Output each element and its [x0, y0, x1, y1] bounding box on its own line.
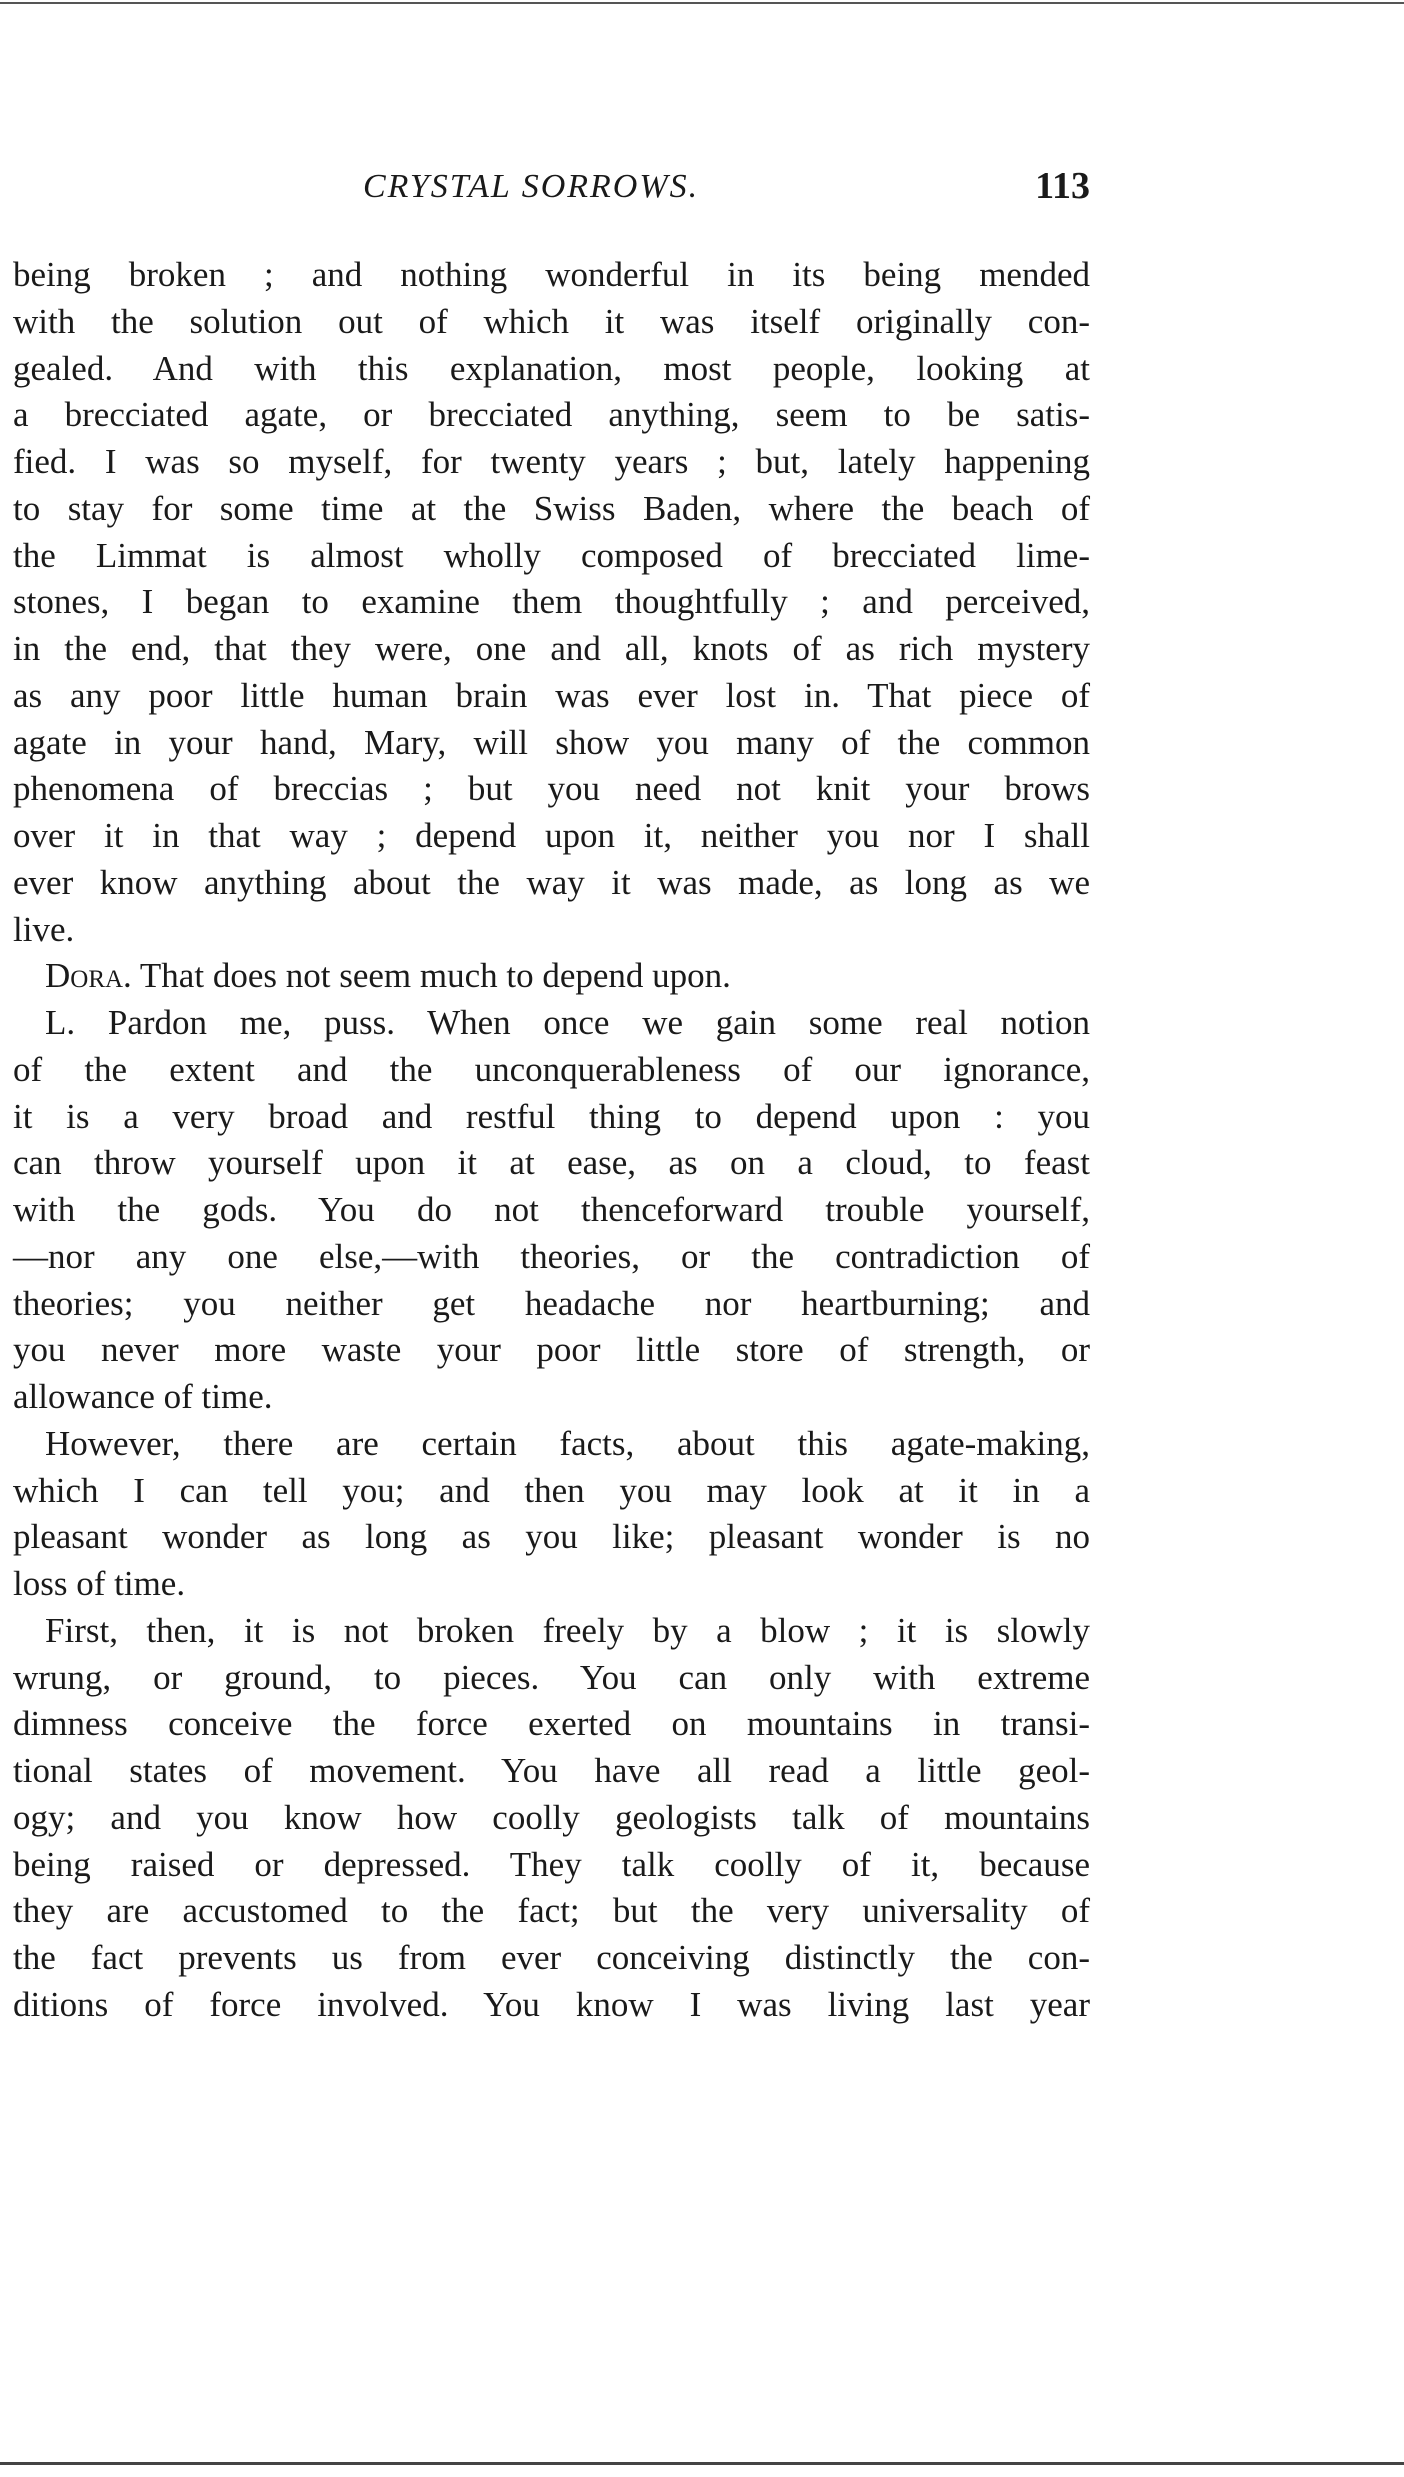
line-text: it is a very broad and restful thing to depend upon : you [13, 1096, 1090, 1136]
text-line [13, 1094, 1090, 1141]
text-line [13, 673, 1090, 720]
text-line [13, 1935, 1090, 1982]
text-line [13, 953, 1090, 1000]
line-text: live. [13, 909, 75, 949]
line-text: agate in your hand, Mary, will show you many of the common [13, 722, 1090, 762]
line-text: with the gods. You do not thenceforward trouble yourself, [13, 1190, 1090, 1229]
text-line [13, 1187, 1090, 1234]
line-text: which I can tell you; and then you may look at it in a [13, 1470, 1090, 1510]
text-line [13, 813, 1090, 860]
text-line [13, 1795, 1090, 1842]
text-line [13, 1888, 1090, 1935]
line-text: stones, I began to examine them thoughtfully ; and perceived, [13, 582, 1090, 622]
line-text: However, there are certain facts, about this agate-making, [45, 1423, 1090, 1463]
line-text: a brecciated agate, or brecciated anything, seem to be satis- [13, 395, 1090, 435]
text-line [13, 1982, 1090, 2029]
text-line [13, 486, 1090, 533]
text-line [13, 299, 1090, 346]
text-line [13, 1655, 1090, 1702]
line-text: —nor any one else,—with theories, or the contradiction of [13, 1236, 1090, 1276]
line-text: ever know anything about the way it was made, as long as we [13, 862, 1090, 902]
line-text: in the end, that they were, one and all, knots of as rich mystery [13, 629, 1090, 668]
line-text: tional states of movement. You have all read a little geol- [13, 1751, 1090, 1790]
text-line [13, 533, 1090, 580]
text-line [13, 252, 1090, 299]
text-line [13, 1842, 1090, 1889]
text-line [13, 392, 1090, 439]
line-text: pleasant wonder as long as you like; pleasant wonder is no [13, 1517, 1090, 1557]
line-text: as any poor little human brain was ever lost in. That piece of [13, 675, 1090, 715]
line-text: being broken ; and nothing wonderful in its being mended [13, 255, 1090, 294]
line-text: phenomena of breccias ; but you need not knit your brows [13, 769, 1090, 809]
line-text: the Limmat is almost wholly composed of brecciated lime- [13, 535, 1090, 575]
line-text: of the extent and the unconquerableness of our ignorance, [13, 1049, 1090, 1089]
line-text: over it in that way ; depend upon it, neither you nor I shall [13, 816, 1090, 855]
line-text: That does not seem much to depend upon. [131, 956, 731, 996]
text-line [13, 720, 1090, 767]
text-line [13, 1514, 1090, 1561]
text-line [13, 1281, 1090, 1328]
line-text: they are accustomed to the fact; but the very universality of [13, 1891, 1090, 1931]
text-line [13, 907, 1090, 954]
line-text: with the solution out of which it was itself originally con- [13, 301, 1090, 341]
text-line [13, 346, 1090, 393]
line-text: ditions of force involved. You know I was living last year [13, 1984, 1090, 2024]
text-line [13, 1421, 1090, 1468]
text-line [13, 1748, 1090, 1795]
line-text: loss of time. [13, 1564, 186, 1603]
text-line [13, 579, 1090, 626]
text-line [13, 1000, 1090, 1047]
top-rule [0, 2, 1404, 4]
line-text: you never more waste your poor little store of strength, or [13, 1330, 1090, 1370]
running-title: CRYSTAL SORROWS. [363, 168, 700, 205]
text-line [13, 1561, 1090, 1608]
text-line [13, 1047, 1090, 1094]
line-text: allowance of time. [13, 1377, 273, 1416]
line-text: to stay for some time at the Swiss Baden, where the beach of [13, 488, 1090, 528]
line-text: First, then, it is not broken freely by a blow ; it is slowly [45, 1610, 1090, 1650]
line-text: can throw yourself upon it at ease, as on a cloud, to feast [13, 1143, 1090, 1183]
line-text: dimness conceive the force exerted on mountains in transi- [13, 1704, 1090, 1744]
line-text: being raised or depressed. They talk coolly of it, because [13, 1844, 1090, 1884]
text-line [13, 766, 1090, 813]
text-line [13, 439, 1090, 486]
line-text: L. Pardon me, puss. When once we gain some real notion [45, 1003, 1090, 1042]
text-line [13, 626, 1090, 673]
page-header [13, 165, 1090, 218]
bottom-rule [0, 2462, 1404, 2465]
line-text: the fact prevents us from ever conceiving distinctly the con- [13, 1938, 1090, 1977]
line-text: wrung, or ground, to pieces. You can only with extreme [13, 1657, 1090, 1697]
text-line [13, 1327, 1090, 1374]
line-text: fied. I was so myself, for twenty years ; but, lately happening [13, 442, 1090, 481]
line-text: ogy; and you know how coolly geologists talk of mountains [13, 1797, 1090, 1837]
text-line [13, 860, 1090, 907]
body-text [13, 252, 1090, 2029]
text-line [13, 1140, 1090, 1187]
text-line [13, 1701, 1090, 1748]
speaker-name: Dora. [45, 956, 132, 996]
line-text: theories; you neither get headache nor heartburning; and [13, 1283, 1090, 1323]
text-line [13, 1608, 1090, 1655]
page-number: 113 [1035, 165, 1090, 207]
line-text: gealed. And with this explanation, most people, looking at [13, 348, 1090, 388]
text-line [13, 1234, 1090, 1281]
text-line [13, 1374, 1090, 1421]
text-line [13, 1468, 1090, 1515]
